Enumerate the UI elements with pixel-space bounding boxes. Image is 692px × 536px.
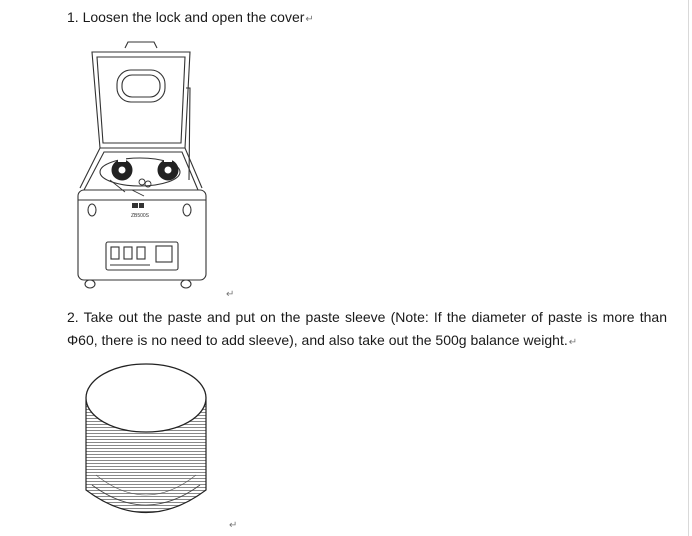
step-2-text	[67, 306, 667, 354]
machine-model-label: ZB500S	[130, 213, 150, 219]
step-1-label: 1. Loosen the lock and open the cover	[67, 9, 305, 25]
paragraph-mark-icon: ↵	[568, 337, 578, 348]
step-2-label: 2. Take out the paste and put on the paste sleeve (Note: If the diameter of paste is more than Φ60, there is no need to add sleeve), and also take out the 500g balance weight.	[67, 309, 667, 348]
page-edge-line	[688, 0, 689, 536]
machine-illustration	[70, 40, 230, 295]
paragraph-mark-icon: ↵	[229, 520, 238, 531]
paragraph-mark-icon: ↵	[226, 289, 235, 300]
step-1-text	[67, 6, 314, 31]
paste-sleeve-illustration	[82, 360, 212, 525]
paragraph-mark-icon: ↵	[305, 14, 314, 25]
